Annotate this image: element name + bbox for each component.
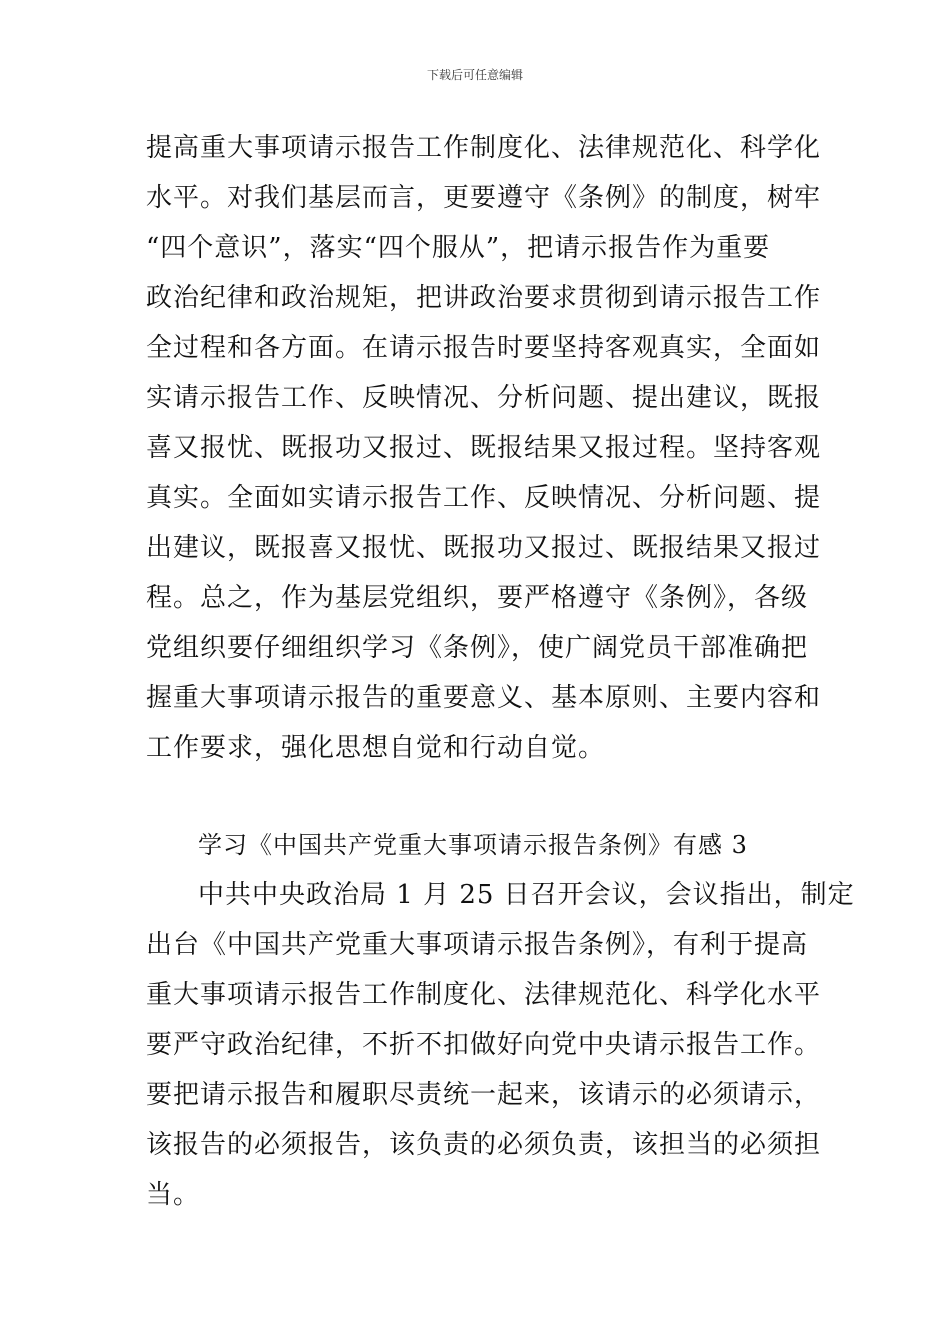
text-line: 水平。对我们基层而言，更要遵守《条例》的制度，树牢: [146, 183, 822, 213]
section-title: 学习《中国共产党重大事项请示报告条例》有感 3: [198, 831, 748, 859]
text-line: 工作要求，强化思想自觉和行动自觉。: [146, 733, 606, 763]
text-line: 实请示报告工作、反映情况、分析问题、提出建议，既报: [146, 383, 822, 413]
text-line: 喜又报忧、既报功又报过、既报结果又报过程。坚持客观: [146, 433, 822, 463]
text-line: 真实。全面如实请示报告工作、反映情况、分析问题、提: [146, 483, 822, 513]
text-line: 党组织要仔细组织学习《条例》，使广阔党员干部准确把: [146, 633, 809, 663]
text-line: 出台《中国共产党重大事项请示报告条例》，有利于提高: [146, 930, 809, 960]
text-line: 出建议，既报喜又报忧、既报功又报过、既报结果又报过: [146, 533, 822, 563]
page-header: 下载后可任意编辑: [426, 68, 523, 82]
text-line: 当。: [146, 1180, 201, 1210]
text-line: 要把请示报告和履职尽责统一起来，该请示的必须请示，: [146, 1080, 822, 1110]
text-line: 提高重大事项请示报告工作制度化、法律规范化、科学化: [146, 133, 822, 163]
text-line: 全过程和各方面。在请示报告时要坚持客观真实，全面如: [146, 333, 822, 363]
text-line: 程。总之，作为基层党组织，要严格遵守《条例》，各级: [146, 583, 809, 613]
text-line: 握重大事项请示报告的重要意义、基本原则、主要内容和: [146, 683, 822, 713]
text-line: 中共中央政治局 1 月 25 日召开会议，会议指出，制定: [198, 880, 855, 910]
text-line: “四个意识”，落实“四个服从”，把请示报告作为重要: [146, 233, 771, 263]
text-line: 政治纪律和政治规矩，把讲政治要求贯彻到请示报告工作: [146, 283, 822, 313]
text-line: 该报告的必须报告，该负责的必须负责，该担当的必须担: [146, 1130, 822, 1160]
text-line: 重大事项请示报告工作制度化、法律规范化、科学化水平: [146, 980, 822, 1010]
text-line: 要严守政治纪律，不折不扣做好向党中央请示报告工作。: [146, 1030, 822, 1060]
